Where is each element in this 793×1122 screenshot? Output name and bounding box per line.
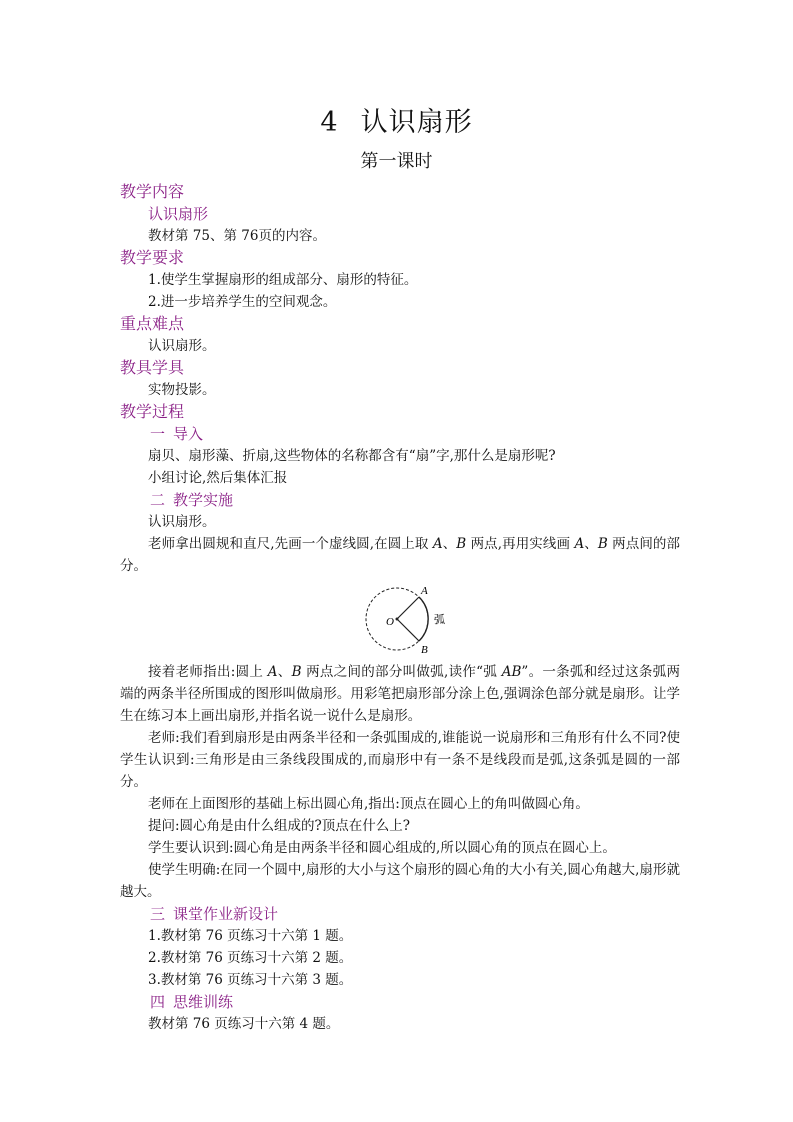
heading-requirements: 教学要求 <box>120 248 185 267</box>
radius-ob <box>397 619 419 641</box>
point-b-label: B <box>456 536 467 552</box>
homework-mark: 三 <box>150 905 166 923</box>
subheading-content: 认识扇形 <box>148 205 209 223</box>
arc-ab <box>419 597 428 641</box>
text-run: 、 <box>277 664 292 680</box>
subheading-thinking <box>120 991 680 1013</box>
subheading-implement <box>120 489 680 511</box>
text-run: 接着老师指出:圆上 <box>148 664 268 680</box>
implement-paragraph-1: 认识扇形。 <box>148 514 216 530</box>
text-run: 两点之间的部分叫做弧,读作“弧 <box>301 664 502 680</box>
point-b-label: B <box>597 536 608 552</box>
text-run: 两点,再用实线画 <box>466 536 575 552</box>
arc-ab-label: AB <box>501 664 522 680</box>
sector-figure <box>120 581 680 659</box>
tools-text: 实物投影。 <box>148 382 216 398</box>
implement-paragraph-3 <box>120 661 680 727</box>
intro-paragraph-1: 扇贝、扇形藻、折扇,这些物体的名称都含有“扇”字,那什么是扇形呢? <box>148 448 556 464</box>
text-run: 老师拿出圆规和直尺,先画一个虚线圆,在圆上取 <box>148 536 433 552</box>
subheading-intro <box>120 423 680 445</box>
heading-tools: 教具学具 <box>120 358 185 377</box>
text-run: 、 <box>584 536 598 552</box>
text-run: 两点间的部分。 <box>120 536 681 574</box>
point-b-label: B <box>291 664 302 680</box>
thinking-heading: 思维训练 <box>173 993 234 1011</box>
label-o: O <box>386 616 394 628</box>
requirement-item-2: 2.进一步培养学生的空间观念。 <box>148 294 337 310</box>
point-a-label: A <box>432 536 443 552</box>
thinking-text: 教材第 76 页练习十六第 4 题。 <box>148 1016 340 1032</box>
implement-paragraph-4: 老师:我们看到扇形是由两条半径和一条弧围成的,谁能说一说扇形和三角形有什么不同?使学生认识到:三角形是由三条线段围成的,而扇形中有一条不是线段而是弧,这条弧是圆的一部分。 <box>120 730 680 790</box>
implement-mark: 二 <box>150 491 166 509</box>
intro-mark: 一 <box>150 425 166 443</box>
homework-heading: 课堂作业新设计 <box>173 905 279 923</box>
subheading-homework <box>120 903 680 925</box>
homework-item-3: 3.教材第 76 页练习十六第 3 题。 <box>148 972 353 988</box>
point-a-label: A <box>574 536 585 552</box>
heading-process: 教学过程 <box>120 402 185 421</box>
document-body <box>120 181 680 1035</box>
intro-paragraph-2: 小组讨论,然后集体汇报 <box>148 470 288 486</box>
page-subtitle: 第一课时 <box>360 151 433 172</box>
homework-item-2: 2.教材第 76 页练习十六第 2 题。 <box>148 950 353 966</box>
label-a: A <box>421 585 428 597</box>
thinking-mark: 四 <box>150 993 166 1011</box>
point-a-label: A <box>267 664 278 680</box>
key-points-text: 认识扇形。 <box>148 338 216 354</box>
center-point <box>396 618 399 621</box>
heading-key-points: 重点难点 <box>120 314 185 333</box>
implement-heading: 教学实施 <box>173 491 234 509</box>
label-arc: 弧 <box>434 613 445 626</box>
implement-paragraph-6: 提问:圆心角是由什么组成的?顶点在什么上? <box>148 818 411 834</box>
text-run: ”。一条弧和经过这条弧两端的两条半径所围成的图形叫做扇形。用彩笔把扇形部分涂上色,强调涂色部分就是扇形。让学生在练习本上画出扇形,并指名说一说什么是扇形。 <box>120 664 681 724</box>
heading-content: 教学内容 <box>120 182 185 201</box>
intro-heading: 导入 <box>173 425 204 443</box>
sector-diagram <box>362 581 472 657</box>
implement-paragraph-2 <box>120 533 680 577</box>
page-title <box>0 100 793 139</box>
text-run: 、 <box>442 536 457 552</box>
requirement-item-1: 1.使学生掌握扇形的组成部分、扇形的特征。 <box>148 272 418 288</box>
implement-paragraph-8: 使学生明确:在同一个圆中,扇形的大小与这个扇形的圆心角的大小有关,圆心角越大,扇形就越大。 <box>120 862 680 900</box>
title-text: 认识扇形 <box>360 107 473 138</box>
implement-paragraph-5: 老师在上面图形的基础上标出圆心角,指出:顶点在圆心上的角叫做圆心角。 <box>148 796 589 812</box>
radius-oa <box>397 597 419 619</box>
content-text: 教材第 75、第 76页的内容。 <box>148 228 326 244</box>
title-number: 4 <box>320 107 339 138</box>
implement-paragraph-7: 学生要认识到:圆心角是由两条半径和圆心组成的,所以圆心角的顶点在圆心上。 <box>148 840 616 856</box>
homework-item-1: 1.教材第 76 页练习十六第 1 题。 <box>148 928 353 944</box>
label-b: B <box>421 644 428 656</box>
